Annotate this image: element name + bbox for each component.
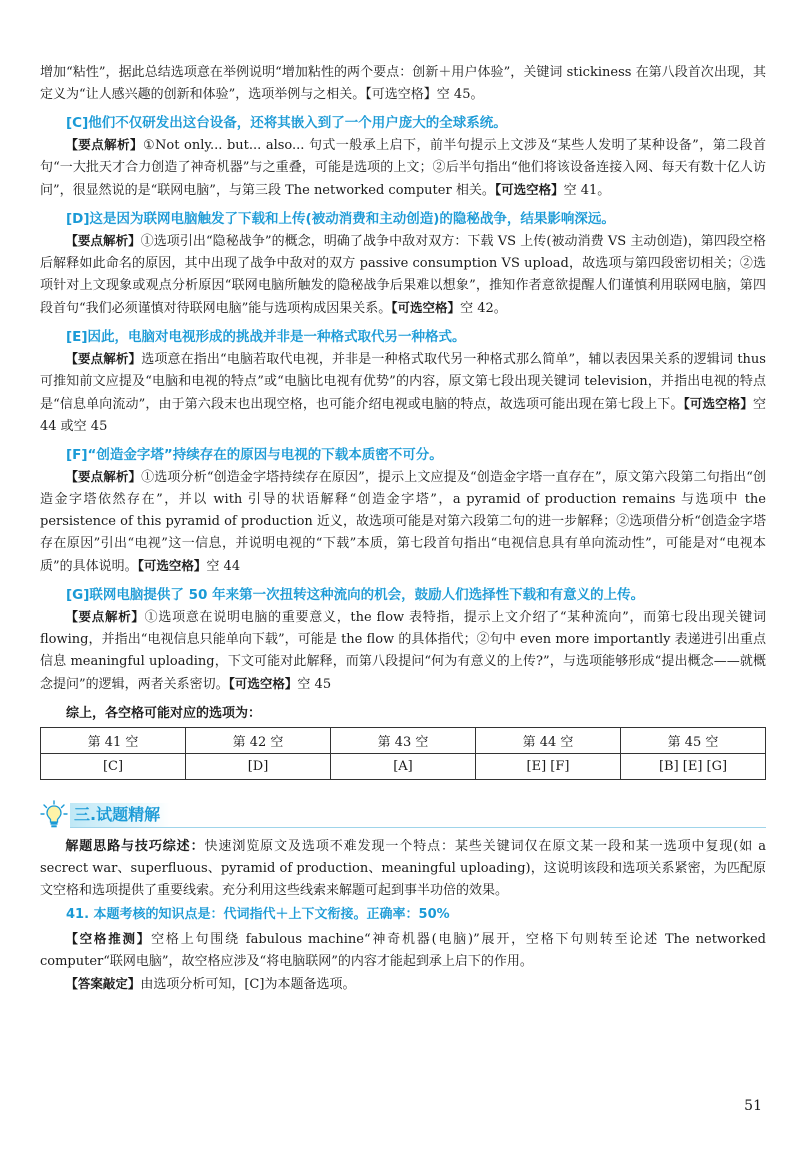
analysis-label: 【要点解析】 [65,609,145,624]
approach-text: 快速浏览原文及选项不难发现一个特点：某些关键词仅在原文某一段和某一选项中复现(如 a secrect war、superfluous、pyramid of production、meaningful uploading)，这说明该段和选项关系紧密，为匹配原文空格和选项提供了重要线索。充分利用这些线索来解题可起到事半功倍的效果。 [40,839,766,898]
analysis-text: ①Not only... but... also... 句式一般承上启下，前半句提示上文涉及“某些人发明了某种设备”，第二段首句“一大批天才合力创造了神奇机器”与之重叠，可能是选项的上文；②后半句指出“他们将该设备连接入网、每天有数十亿人访问”，很显然说的是“联网电脑”，与第三段 The networked computer 相关。 [40,138,766,198]
intro-paragraph: 增加“粘性”，据此总结选项意在举例说明“增加粘性的两个要点：创新＋用户体验”，关键词 stickiness 在第八段首次出现，其定义为“让人感兴趣的创新和体验”，选项举例与之相关。【可选空格】空 45。 [40,65,766,102]
slot-label: 【可选空格】 [494,182,564,197]
slot-label: 【可选空格】 [228,676,298,691]
summary-line: 综上，各空格可能对应的选项为： [66,706,262,721]
table-row [41,754,766,780]
question-heading: 41. 本题考核的知识点是：代词指代＋上下文衔接。正确率：50% [66,907,450,922]
analysis-label: 【要点解析】 [65,351,142,366]
option-analysis [40,348,766,438]
option-heading: [E]因此，电脑对电视形成的挑战并非是一种格式取代另一种格式。 [66,329,466,345]
answer-label: 【答案敲定】 [65,976,141,991]
answer-text: 由选项分析可知，[C]为本题备选项。 [140,977,356,992]
answer-table [40,727,766,780]
analysis-text: ①选项分析“创造金字塔持续存在原因”，提示上文应提及“创造金字塔一直存在”，原文第六段第二句指出“创造金字塔依然存在”，并以 with 引导的状语解释“创造金字塔”，a pyramid of production remains 与选项中 the persistence of this pyramid of production 近义，故选项可能是对第六段第二句的进一步解释；②选项借分析“创造金字塔存在原因”引出“电视”这一信息，并说明电视的“下载”本质，第七段首句指出“电视信息具有单向流动性”，可能是对“电视本质”的具体说明。 [40,470,766,574]
question-answer [40,973,766,996]
section-header [40,800,766,830]
analysis-text: 选项意在指出“电脑若取代电视，并非是一种格式取代另一种格式那么简单”，辅以表因果关系的逻辑词 thus 可推知前文应提及“电脑和电视的特点”或“电脑比电视有优势”的内容，原文第七段出现关键词 television，并指出电视的特点是“信息单向流动”，由于第六段末也出现空格，也可能介绍电视或电脑的特点，故选项可能出现在第七段上下。 [40,352,766,412]
slot-label: 【可选空格】 [683,396,753,411]
option-heading: [D]这是因为联网电脑触发了下载和上传(被动消费和主动创造)的隐秘战争，结果影响深远。 [66,211,615,227]
table-header-cell: 第 42 空 [186,728,331,754]
table-header-row [41,728,766,754]
approach-paragraph [40,836,766,902]
table-cell: [A] [331,754,476,780]
slot-text: 空 42。 [460,301,507,316]
slot-text: 空 45 [297,677,332,692]
slot-text: 空 44 或空 45 [40,397,766,434]
analysis-label: 【要点解析】 [65,469,142,484]
option-analysis [40,606,766,696]
table-cell: [D] [186,754,331,780]
slot-text: 空 44 [206,559,241,574]
lightbulb-icon [40,800,68,830]
option-heading: [G]联网电脑提供了 50 年来第一次扭转这种流向的机会，鼓励人们选择性下载和有意义的上传。 [66,587,645,603]
table-header-cell: 第 45 空 [621,728,766,754]
table-cell: [B] [E] [G] [621,754,766,780]
option-e [40,326,766,438]
option-heading: [C]他们不仅研发出这台设备，还将其嵌入到了一个用户庞大的全球系统。 [66,115,507,131]
table-header-cell: 第 43 空 [331,728,476,754]
option-g [40,584,766,696]
option-heading: [F]“创造金字塔”持续存在的原因与电视的下载本质密不可分。 [66,447,443,463]
option-d [40,208,766,320]
approach-label: 解题思路与技巧综述： [65,839,205,854]
analysis-text: ①选项意在说明电脑的重要意义，the flow 表特指，提示上文介绍了“某种流向”，而第七段出现关键词 flowing，并指出“电视信息只能单向下载”，可能是 the flow 的具体指代；②句中 even more importantly 表递进引出重点信息 meaningful uploading，下文可能对此解释，而第八段提问“何为有意义的上传?”，与选项能够形成“提出概念——就概念提问”的逻辑，两者关系密切。 [40,610,766,692]
option-f [40,444,766,578]
section-divider [70,827,766,828]
slot-label: 【可选空格】 [391,300,461,315]
option-analysis [40,466,766,578]
option-c [40,112,766,202]
option-analysis [40,230,766,320]
section-title: 三.试题精解 [70,803,170,827]
table-header-cell: 第 44 空 [476,728,621,754]
page-content [40,62,766,996]
table-header-cell: 第 41 空 [41,728,186,754]
slot-text: 空 41。 [563,183,611,198]
option-analysis [40,134,766,202]
slot-label: 【可选空格】 [137,558,207,573]
page-number: 51 [744,1098,762,1114]
table-cell: [C] [41,754,186,780]
analysis-text: ①选项引出“隐秘战争”的概念，明确了战争中敌对双方：下载 VS 上传(被动消费 VS 主动创造)，第四段空格后解释如此命名的原因，其中出现了战争中敌对的双方 passive consumption VS upload，故选项与第四段密切相关；②选项针对上文现象或观点分析原因“联网电脑所触发的隐秘战争后果难以想象”，推知作者意欲提醒人们谨慎利用联网电脑，第四段首句“我们必须谨慎对待联网电脑”能与选项构成因果关系。 [40,234,766,316]
infer-label: 【空格推测】 [65,931,152,946]
question-infer [40,928,766,973]
table-cell: [E] [F] [476,754,621,780]
infer-text: 空格上句围绕 fabulous machine“神奇机器(电脑)”展开，空格下句则转至论述 The networked computer“联网电脑”，故空格应涉及“将电脑联网”的内容才能起到承上启下的作用。 [40,932,766,969]
analysis-label: 【要点解析】 [65,137,143,152]
analysis-label: 【要点解析】 [65,233,141,248]
